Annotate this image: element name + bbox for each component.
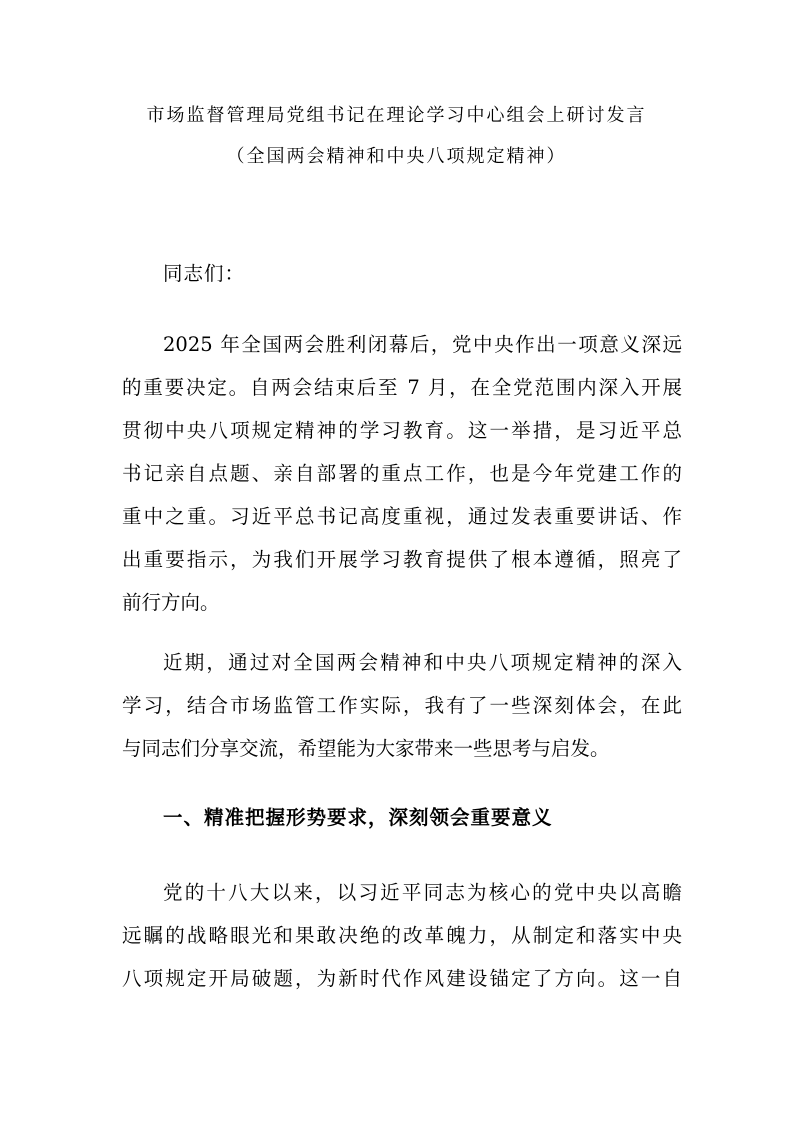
greeting: 同志们：	[163, 262, 246, 285]
paragraph-line: 2025 年全国两会胜利闭幕后，党中央作出一项意义深远	[163, 333, 682, 356]
document-subtitle: （全国两会精神和中央八项规定精神）	[226, 146, 567, 167]
paragraph-line: 学习，结合市场监管工作实际，我有了一些深刻体会，在此	[122, 694, 682, 717]
paragraph-3	[122, 871, 682, 1000]
paragraph-line: 重中之重。习近平总书记高度重视，通过发表重要讲话、作	[122, 505, 682, 528]
paragraph-1	[122, 323, 682, 624]
paragraph-line: 近期，通过对全国两会精神和中央八项规定精神的深入	[163, 651, 682, 674]
section-heading: 一、精准把握形势要求，深刻领会重要意义	[163, 806, 553, 829]
paragraph-line: 书记亲自点题、亲自部署的重点工作，也是今年党建工作的	[122, 462, 682, 485]
paragraph-2	[122, 641, 682, 770]
document-title: 市场监督管理局党组书记在理论学习中心组会上研讨发言	[146, 105, 647, 126]
paragraph-line: 八项规定开局破题，为新时代作风建设锚定了方向。这一自	[122, 967, 682, 990]
paragraph-line: 的重要决定。自两会结束后至 7 月，在全党范围内深入开展	[122, 376, 682, 399]
paragraph-line: 远瞩的战略眼光和果敢决绝的改革魄力，从制定和落实中央	[122, 924, 682, 947]
paragraph-line: 前行方向。	[122, 591, 220, 614]
paragraph-line: 党的十八大以来，以习近平同志为核心的党中央以高瞻	[163, 881, 682, 904]
paragraph-line: 贯彻中央八项规定精神的学习教育。这一举措，是习近平总	[122, 419, 682, 442]
paragraph-line: 出重要指示，为我们开展学习教育提供了根本遵循，照亮了	[122, 548, 682, 571]
paragraph-line: 与同志们分享交流，希望能为大家带来一些思考与启发。	[122, 737, 610, 760]
